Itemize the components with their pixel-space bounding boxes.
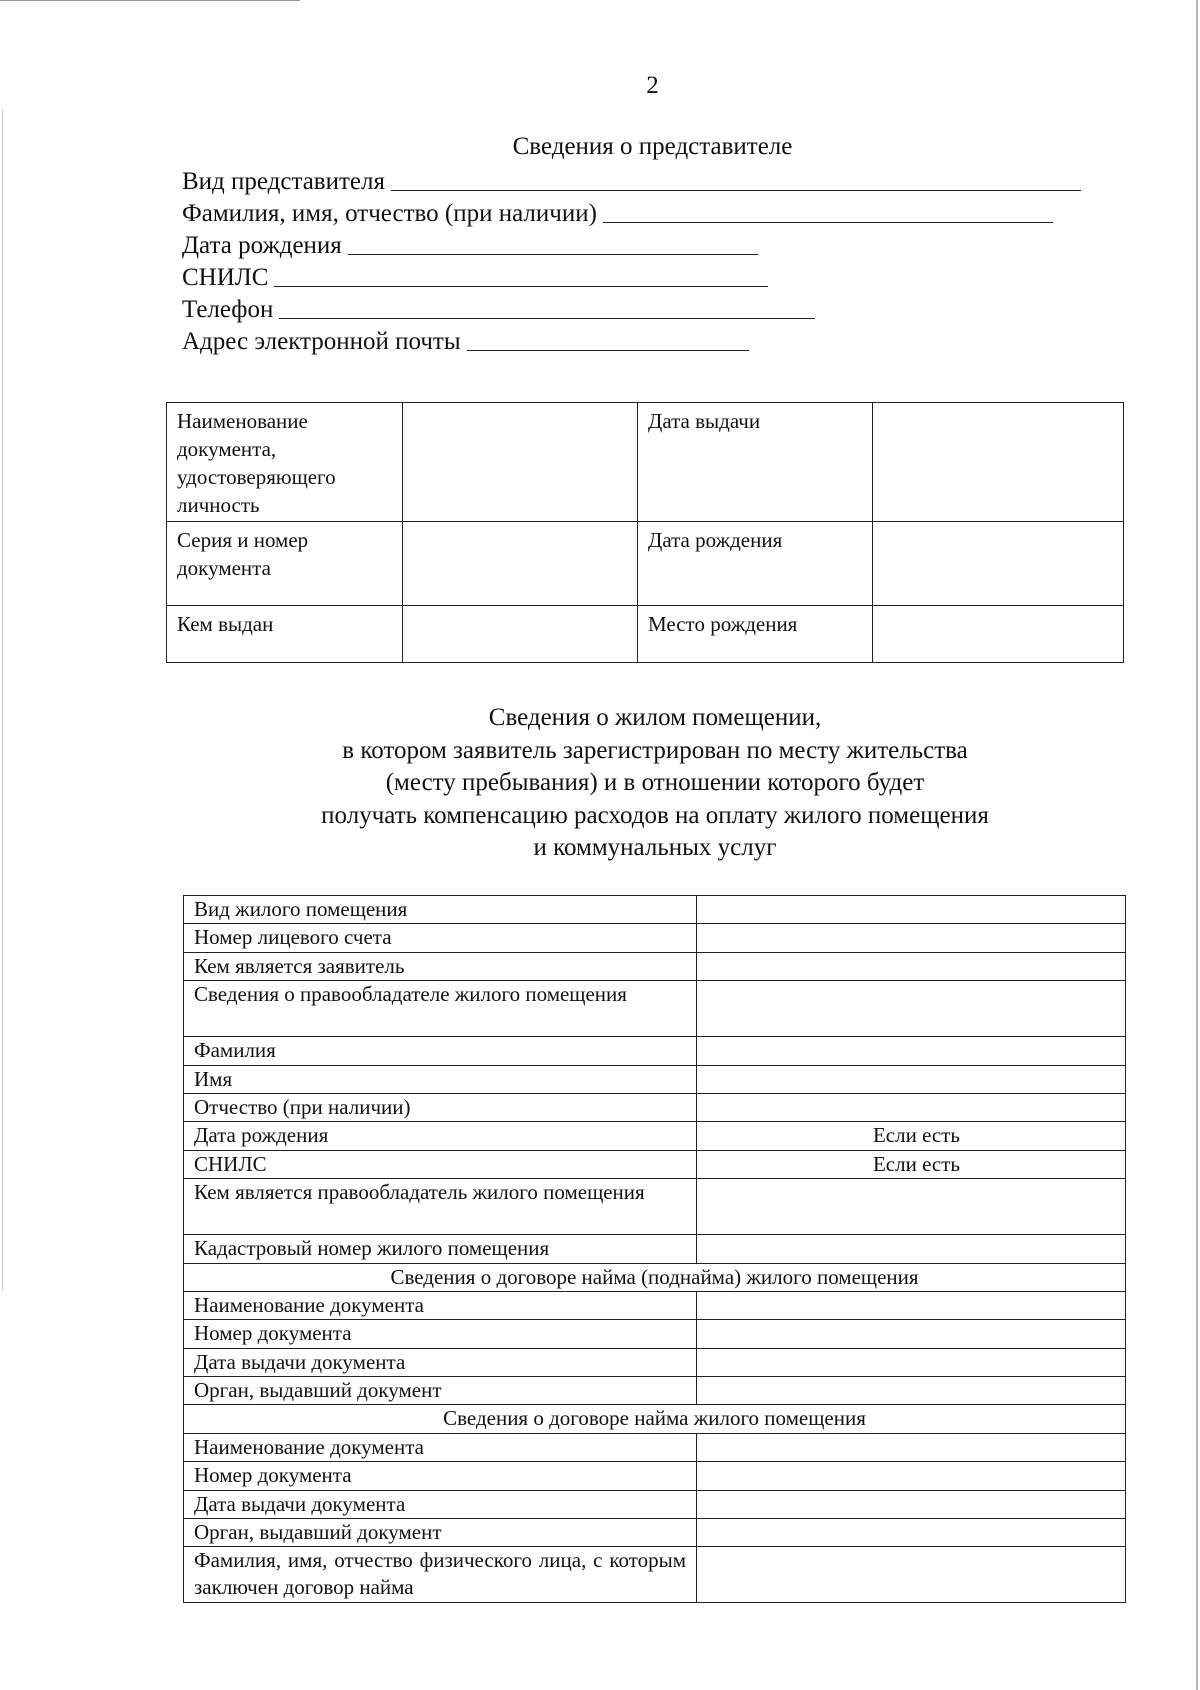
field-label: Вид представителя [182,168,385,195]
table-row [167,403,1124,522]
representative-heading: Сведения о представителе [512,133,793,160]
table-cell-label: Отчество (при наличии) [184,1093,697,1121]
table-row [167,522,1124,606]
table-cell-label: Сведения о правообладателе жилого помещения [184,981,697,1037]
table-row [184,924,1126,952]
field-blank-line[interactable] [467,350,749,351]
table-cell-label: Кадастровый номер жилого помещения [184,1235,697,1263]
table-cell-label: Дата рождения [638,522,873,606]
table-row [184,1150,1126,1178]
table-cell-value[interactable] [873,403,1124,522]
table-row [167,606,1124,663]
table-cell-value[interactable] [697,1519,1126,1547]
table-cell-label: Дата выдачи [638,403,873,522]
scan-edge-top [0,0,300,1]
scan-edge-right [1196,0,1198,1690]
table-cell-value[interactable] [873,606,1124,663]
table-cell-label: Кем выдан [167,606,403,663]
housing-heading [255,702,1055,865]
table-row [184,1263,1126,1291]
table-cell-label: Дата выдачи документа [184,1490,697,1518]
field-label: Телефон [182,296,274,323]
field-label: Адрес электронной почты [182,328,461,355]
identity-document-table [166,402,1124,663]
table-row [184,1065,1126,1093]
table-cell-value[interactable] [697,1348,1126,1376]
table-cell-label: Имя [184,1065,697,1093]
table-row [184,1348,1126,1376]
table-cell-value[interactable] [697,981,1126,1037]
field-snils [182,261,768,293]
table-row [184,1462,1126,1490]
field-blank-line[interactable] [348,254,758,255]
field-full-name [182,197,1053,229]
field-label: Дата рождения [182,232,342,259]
housing-table-body [184,896,1126,1603]
field-blank-line[interactable] [279,318,815,319]
table-cell-label: Серия и номер документа [167,522,403,606]
housing-table [183,895,1126,1603]
table-row [184,1490,1126,1518]
table-row [184,896,1126,924]
field-label: Фамилия, имя, отчество (при наличии) [182,200,597,227]
table-cell-value[interactable] [697,952,1126,980]
table-cell-value[interactable] [697,1291,1126,1319]
table-cell-value[interactable] [697,924,1126,952]
field-representative-type [182,165,1081,197]
table-cell-label: Дата выдачи документа [184,1348,697,1376]
table-cell-label: Орган, выдавший документ [184,1519,697,1547]
table-section-header: Сведения о договоре найма (поднайма) жилого помещения [184,1263,1126,1291]
housing-heading-line: Сведения о жилом помещении, [488,704,822,731]
field-phone [182,293,815,325]
table-cell-value[interactable]: Если есть [697,1122,1126,1150]
field-birth-date [182,229,758,261]
housing-heading-line: (месту пребывания) и в отношении которого будет [385,769,925,796]
field-email [182,325,749,357]
table-cell-label: Место рождения [638,606,873,663]
table-cell-value[interactable] [403,522,638,606]
table-cell-value[interactable] [697,1433,1126,1461]
table-cell-label: Кем является заявитель [184,952,697,980]
table-cell-label: Номер документа [184,1320,697,1348]
table-cell-label: Вид жилого помещения [184,896,697,924]
table-cell-value[interactable] [697,1547,1126,1603]
table-row [184,1122,1126,1150]
table-row [184,1320,1126,1348]
table-row [184,1519,1126,1547]
table-cell-value[interactable] [697,1320,1126,1348]
table-row [184,1093,1126,1121]
table-cell-value[interactable] [697,1093,1126,1121]
table-cell-value[interactable] [697,1179,1126,1235]
table-cell-label: Дата рождения [184,1122,697,1150]
table-row [184,1235,1126,1263]
page-number: 2 [646,72,659,99]
table-cell-value[interactable] [697,1377,1126,1405]
table-row [184,1405,1126,1433]
table-section-header: Сведения о договоре найма жилого помещения [184,1405,1126,1433]
table-cell-value[interactable] [873,522,1124,606]
table-cell-label: Кем является правообладатель жилого помещения [184,1179,697,1235]
table-row [184,1377,1126,1405]
table-cell-value[interactable] [697,1235,1126,1263]
housing-heading-line: и коммунальных услуг [533,834,777,861]
table-cell-value[interactable] [697,1065,1126,1093]
table-cell-value[interactable] [403,403,638,522]
table-row [184,1547,1126,1603]
scan-edge-left [2,110,3,1290]
table-cell-label: Номер лицевого счета [184,924,697,952]
housing-heading-line: получать компенсацию расходов на оплату жилого помещения [321,801,989,829]
table-cell-value[interactable] [697,896,1126,924]
field-blank-line[interactable] [603,222,1053,223]
table-cell-label: СНИЛС [184,1150,697,1178]
table-cell-value[interactable] [697,1462,1126,1490]
table-cell-label: Орган, выдавший документ [184,1377,697,1405]
table-row [184,1037,1126,1065]
table-cell-label: Наименование документа [184,1291,697,1319]
table-cell-value[interactable]: Если есть [697,1150,1126,1178]
table-row [184,952,1126,980]
table-cell-label: Фамилия [184,1037,697,1065]
table-cell-value[interactable] [697,1037,1126,1065]
table-cell-label: Наименование документа [184,1433,697,1461]
field-blank-line[interactable] [274,286,768,287]
table-row [184,981,1126,1037]
table-row [184,1179,1126,1235]
table-row [184,1291,1126,1319]
table-cell-value[interactable] [697,1490,1126,1518]
field-label: СНИЛС [182,264,269,291]
housing-heading-line: в котором заявитель зарегистрирован по месту жительства [342,736,968,764]
field-blank-line[interactable] [391,190,1081,191]
table-cell-label: Номер документа [184,1462,697,1490]
table-cell-label: Наименование документа, удостоверяющего личность [167,403,403,522]
table-cell-value[interactable] [403,606,638,663]
table-cell-label: Фамилия, имя, отчество физического лица, с которым заключен договор найма [184,1547,697,1603]
table-row [184,1433,1126,1461]
